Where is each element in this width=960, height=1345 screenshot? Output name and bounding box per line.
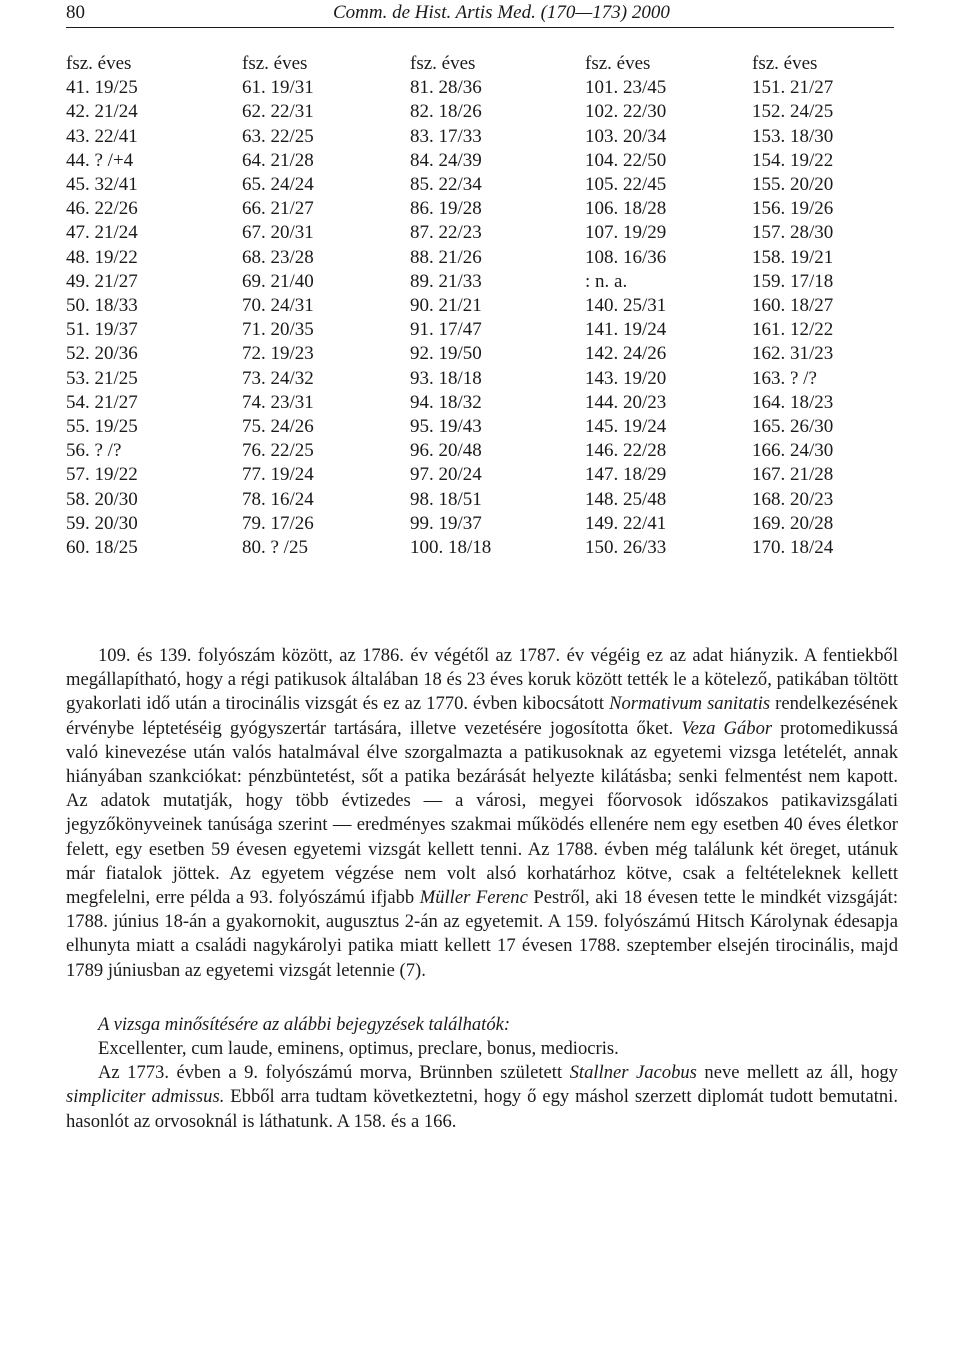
table-row: 97. 20/24 — [410, 464, 482, 486]
table-row: 45. 32/41 — [66, 174, 138, 196]
table-row: 91. 17/47 — [410, 319, 482, 341]
table-row: 149. 22/41 — [585, 512, 667, 534]
table-row: 54. 21/27 — [66, 391, 138, 413]
table-row: 106. 18/28 — [585, 198, 667, 220]
table-row: 57. 19/22 — [66, 464, 138, 486]
table-row: 152. 24/25 — [752, 101, 834, 123]
table-row: 42. 21/24 — [66, 101, 138, 123]
table-row: 75. 24/26 — [242, 416, 314, 438]
column-heading: fsz. éves — [410, 53, 476, 74]
table-row: 49. 21/27 — [66, 270, 138, 292]
table-row: 43. 22/41 — [66, 125, 138, 147]
table-column — [66, 52, 138, 560]
column-heading: fsz. éves — [752, 53, 818, 74]
table-row: 87. 22/23 — [410, 222, 482, 244]
table-row: 72. 19/23 — [242, 343, 314, 365]
italic-phrase: simpliciter admissus. — [66, 1086, 225, 1108]
table-row: 166. 24/30 — [752, 440, 834, 462]
table-row: 65. 24/24 — [242, 174, 314, 196]
table-row: 163. ? /? — [752, 367, 817, 389]
table-row: 61. 19/31 — [242, 77, 314, 99]
italic-title: Normativum sanitatis — [609, 693, 771, 715]
table-row: 41. 19/25 — [66, 77, 138, 99]
table-row: 151. 21/27 — [752, 77, 834, 99]
table-row: 143. 19/20 — [585, 367, 667, 389]
table-row: 62. 22/31 — [242, 101, 314, 123]
table-row: 157. 28/30 — [752, 222, 834, 244]
table-row: 55. 19/25 — [66, 416, 138, 438]
table-row: 164. 18/23 — [752, 391, 834, 413]
column-heading: fsz. éves — [242, 53, 308, 74]
table-row: 80. ? /25 — [242, 537, 308, 559]
table-row: 79. 17/26 — [242, 512, 314, 534]
table-row: 89. 21/33 — [410, 270, 482, 292]
table-row: 63. 22/25 — [242, 125, 314, 147]
table-row: 147. 18/29 — [585, 464, 667, 486]
table-row: 64. 21/28 — [242, 149, 314, 171]
table-row: 156. 19/26 — [752, 198, 834, 220]
table-row: 71. 20/35 — [242, 319, 314, 341]
table-row: 76. 22/25 — [242, 440, 314, 462]
table-column — [410, 52, 491, 560]
table-row: 170. 18/24 — [752, 537, 834, 559]
table-row: : n. a. — [585, 270, 628, 292]
table-row: 100. 18/18 — [410, 537, 492, 559]
table-row: 95. 19/43 — [410, 416, 482, 438]
table-row: 51. 19/37 — [66, 319, 138, 341]
italic-name: Müller Ferenc — [419, 887, 528, 909]
table-row: 68. 23/28 — [242, 246, 314, 268]
table-row: 167. 21/28 — [752, 464, 834, 486]
table-row: 141. 19/24 — [585, 319, 667, 341]
table-row: 155. 20/20 — [752, 174, 834, 196]
table-row: 153. 18/30 — [752, 125, 834, 147]
table-row: 107. 19/29 — [585, 222, 667, 244]
table-row: 48. 19/22 — [66, 246, 138, 268]
table-row: 154. 19/22 — [752, 149, 834, 171]
italic-name: Veza Gábor — [681, 717, 773, 739]
column-heading: fsz. éves — [585, 53, 651, 74]
table-row: 46. 22/26 — [66, 198, 138, 220]
text-span: Ebből arra tudtam következtetni, hogy ő egy máshol szerzett diplomát tudott bemutatni. hasonlót az orvosoknál is láthatunk. A 158. és a 166. — [66, 1086, 898, 1132]
table-row: 93. 18/18 — [410, 367, 482, 389]
section-heading: A vizsga minősítésére az alábbi bejegyzések találhatók: — [98, 1013, 511, 1035]
table-row: 73. 24/32 — [242, 367, 314, 389]
table-row: 162. 31/23 — [752, 343, 834, 365]
table-row: 81. 28/36 — [410, 77, 482, 99]
table-row: 142. 24/26 — [585, 343, 667, 365]
table-row: 50. 18/33 — [66, 295, 138, 317]
table-row: 158. 19/21 — [752, 246, 834, 268]
table-row: 150. 26/33 — [585, 537, 667, 559]
running-title: Comm. de Hist. Artis Med. (170—173) 2000 — [333, 2, 670, 23]
table-row: 47. 21/24 — [66, 222, 138, 244]
table-row: 74. 23/31 — [242, 391, 314, 413]
table-row: 145. 19/24 — [585, 416, 667, 438]
table-row: 103. 20/34 — [585, 125, 667, 147]
table-row: 108. 16/36 — [585, 246, 667, 268]
paragraph — [66, 644, 898, 983]
table-row: 67. 20/31 — [242, 222, 314, 244]
table-row: 160. 18/27 — [752, 295, 834, 317]
page-number: 80 — [66, 2, 85, 23]
table-row: 98. 18/51 — [410, 488, 482, 510]
table-row: 69. 21/40 — [242, 270, 314, 292]
table-row: 92. 19/50 — [410, 343, 482, 365]
italic-name: Stallner Jacobus — [569, 1062, 697, 1084]
table-row: 94. 18/32 — [410, 391, 482, 413]
table-row: 86. 19/28 — [410, 198, 482, 220]
text-span: 109. és 139. folyószám között, az 1786. év végétől az 1787. év végéig ez az adat hiányzik. A fentiekből megállapítható, hogy a régi patikusok általában 18 és 23 éves koruk között tették le a kötelező, patikában töltött gyakorlati idő után a tirocinális vizsgát és ez az 1770. évben kibocsátott — [66, 645, 898, 715]
table-row: 169. 20/28 — [752, 512, 834, 534]
table-row: 70. 24/31 — [242, 295, 314, 317]
table-row: 146. 22/28 — [585, 440, 667, 462]
table-row: 85. 22/34 — [410, 174, 482, 196]
table-row: 60. 18/25 — [66, 537, 138, 559]
table-row: 159. 17/18 — [752, 270, 834, 292]
table-row: 56. ? /? — [66, 440, 122, 462]
table-row: 52. 20/36 — [66, 343, 138, 365]
table-row: 101. 23/45 — [585, 77, 667, 99]
text-span: Az 1773. évben a 9. folyószámú morva, Brünnben született — [98, 1062, 570, 1084]
table-column — [242, 52, 314, 560]
table-row: 165. 26/30 — [752, 416, 834, 438]
text-span: rendelkezésének érvénybe léptetéséig gyógyszertár tartására, illetve vezetésére jogosította őket. — [66, 693, 898, 739]
text-span: neve mellett az áll, hogy — [696, 1062, 898, 1084]
table-row: 88. 21/26 — [410, 246, 482, 268]
table-column — [585, 52, 666, 560]
table-row: 83. 17/33 — [410, 125, 482, 147]
table-row: 90. 21/21 — [410, 295, 482, 317]
table-row: 59. 20/30 — [66, 512, 138, 534]
text-span: Pestről, aki 18 évesen tette le mindkét vizsgáját: 1788. június 18-án a gyakornokit, augusztus 2-án az egyetemit. A 159. folyószámú Hitsch Károlynak édesapja elhunyta miatt a családi nagykárolyi patika miatt kellett 17 évesen 1788. szeptember elsején tirocinális, majd 1789 júniusban az egyetemi vizsgát letennie (7). — [66, 887, 898, 981]
table-row: 77. 19/24 — [242, 464, 314, 486]
article-body — [66, 644, 898, 1134]
table-row: 66. 21/27 — [242, 198, 314, 220]
table-row: 102. 22/30 — [585, 101, 667, 123]
table-row: 105. 22/45 — [585, 174, 667, 196]
table-row: 53. 21/25 — [66, 367, 138, 389]
table-row: 161. 12/22 — [752, 319, 834, 341]
table-row: 58. 20/30 — [66, 488, 138, 510]
table-row: 144. 20/23 — [585, 391, 667, 413]
header-rule — [66, 27, 894, 28]
table-row: 82. 18/26 — [410, 101, 482, 123]
table-row: 168. 20/23 — [752, 488, 834, 510]
grades-list: Excellenter, cum laude, eminens, optimus, preclare, bonus, mediocris. — [98, 1038, 619, 1060]
table-row: 44. ? /+4 — [66, 149, 134, 171]
table-row: 78. 16/24 — [242, 488, 314, 510]
paragraph — [66, 1061, 898, 1134]
table-row: 84. 24/39 — [410, 149, 482, 171]
table-column — [752, 52, 833, 560]
table-row: 148. 25/48 — [585, 488, 667, 510]
page-header — [0, 0, 960, 28]
table-row: 96. 20/48 — [410, 440, 482, 462]
column-heading: fsz. éves — [66, 53, 132, 74]
table-row: 140. 25/31 — [585, 295, 667, 317]
table-row: 99. 19/37 — [410, 512, 482, 534]
table-row: 104. 22/50 — [585, 149, 667, 171]
text-span: protomedikussá való kinevezése után valós hatalmával élve szorgalmazta a patikusoknak az egyetemi vizsga letételét, annak hiányában szankciókat: pénzbüntetést, sőt a patika bezárását helyezte kilátásba; senki felmentést nem kapott. Az adatok mutatják, hogy több évtizedes — a városi, megyei főorvosok időszakos patikavizsgálati jegyzőkönyveinek tanúsága szerint — eredményes szakmai működés ellenére nem egy esetben 40 éves életkor felett, egy esetben 59 évesen egyetemi vizsgát kellett tenni. Az 1788. évben még találunk két öreget, utánuk már fiatalok jöttek. Az egyetem végzése nem volt alsó korhatárhoz kötve, csak a feltételeknek kellett megfelelni, erre példa a 93. folyószámú ifjabb — [66, 717, 898, 909]
